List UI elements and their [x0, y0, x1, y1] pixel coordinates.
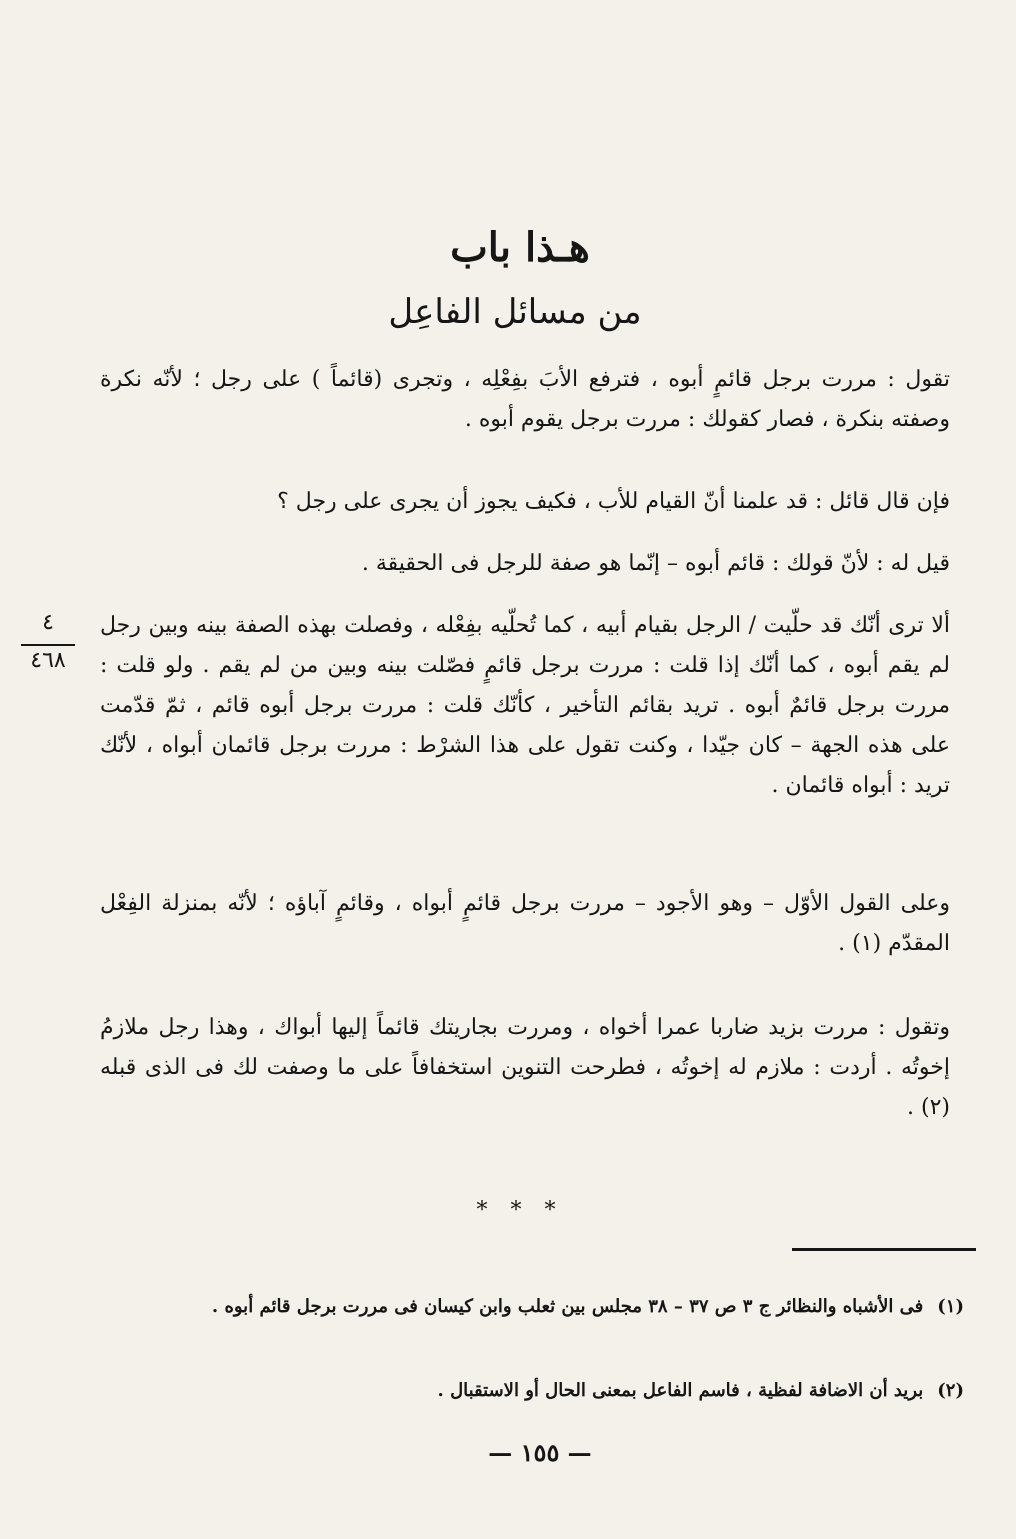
chapter-subtitle: من مسائل الفاعِل: [388, 292, 642, 332]
footnote-text: فى الأشباه والنظائر ج ٣ ص ٣٧ – ٣٨ مجلس بين ثعلب وابن كيسان فى مررت برجل قائم أبوه .: [211, 1296, 924, 1317]
paragraph-2: [100, 482, 950, 522]
paragraph-text: ألا ترى أنّك قد حلّيت / الرجل بقيام أبيه ، كما تُحلّيه بفِعْله ، وفصلت بهذه الصفة بينه وبين رجل لم يقم أبوه ، كما أنّك إذا قلت : مررت برجل قائمٍ فصّلت بينه وبين من لم يقم . ولو قلت : مررت برجل قائمٌ أبوه . تريد بقائم التأخير ، كأنّك قلت : مررت برجل أبوه قائم ، ثمّ قدّمت على هذه الجهة – كان جيّدا ، وكنت تقول على هذا الشرْط : مررت برجل قائمان أبواه ، لأنّك تريد : أبواه قائمان .: [100, 613, 950, 798]
paragraph-1: [100, 360, 950, 440]
margin-reference-volume: ٤: [42, 610, 54, 635]
footnote-number: (٢): [937, 1380, 964, 1401]
footnote-2: [112, 1374, 964, 1408]
footnote-number: (١): [937, 1296, 964, 1317]
paragraph-5: [100, 884, 950, 964]
paragraph-text: فإن قال قائل : قد علمنا أنّ القيام للأب ، فكيف يجوز أن يجرى على رجل ؟: [277, 489, 950, 514]
paragraph-3: [100, 544, 950, 584]
margin-reference: [18, 612, 78, 672]
paragraph-text: وعلى القول الأوّل – وهو الأجود – مررت برجل قائمٍ أبواه ، وقائمٍ آباؤه ؛ لأنّه بمنزلة الفِعْل المقدّم (١) .: [100, 891, 950, 956]
chapter-title: هـذا باب: [450, 224, 590, 271]
paragraph-text: قيل له : لأنّ قولك : قائم أبوه – إنّما هو صفة للرجل فى الحقيقة .: [361, 551, 950, 576]
margin-reference-rule: [21, 644, 75, 646]
footnote-divider: [792, 1248, 976, 1251]
paragraph-4: [100, 606, 950, 806]
footnote-text: بريد أن الاضافة لفظية ، فاسم الفاعل بمعنى الحال أو الاستقبال .: [437, 1380, 924, 1401]
paragraph-text: وتقول : مررت بزيد ضاربا عمرا أخواه ، ومررت بجاريتك قائماً إليها أبواك ، وهذا رجل ملازمُ إخوتُه . أردت : ملازم له إخوتُه ، فطرحت التنوين استخفافاً على ما وصفت لك فى الذى قبله (٢) .: [100, 1015, 950, 1120]
page-number: — ١٥٥ —: [488, 1438, 592, 1467]
margin-reference-page: ٤٦٨: [30, 648, 66, 673]
section-separator: * * *: [476, 1198, 564, 1223]
paragraph-text: تقول : مررت برجل قائمٍ أبوه ، فترفع الأبَ بفِعْلِه ، وتجرى (قائماً ) على رجل ؛ لأنّه نكرة وصفته بنكرة ، فصار كقولك : مررت برجل يقوم أبوه .: [100, 367, 950, 432]
footnote-1: [112, 1290, 964, 1324]
paragraph-6: [100, 1008, 950, 1128]
